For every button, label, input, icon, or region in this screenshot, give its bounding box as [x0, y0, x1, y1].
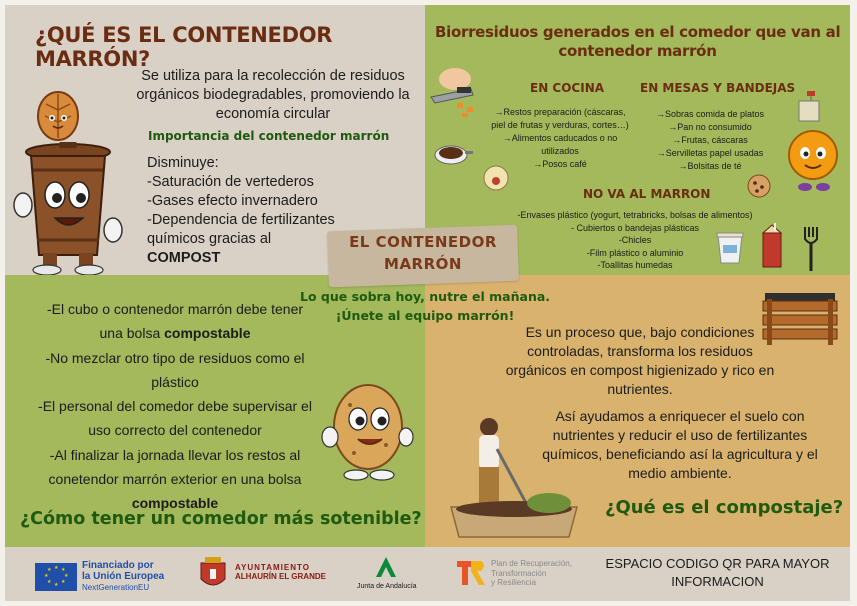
qr-placeholder-text: ESPACIO CODIGO QR PARA MAYOR INFORMACION [605, 556, 830, 589]
composting-benefits: Así ayudamos a enriquecer el suelo con nutrientes y reducir el uso de fertilizantes químicos, beneficiando así la agricultura y el medio ambiente. [542, 408, 818, 481]
potato-mascot-icon [320, 375, 410, 485]
importance-heading: Importancia del contenedor marrón [148, 129, 390, 143]
what-is-title: ¿QUÉ ES EL CONTENEDOR MARRÓN? [35, 23, 333, 71]
center-banner-title: EL CONTENEDOR MARRÓN [349, 233, 497, 273]
alhaurin-coat-of-arms-icon [195, 555, 231, 593]
not-brown-label: NO VA AL MARRON [583, 187, 711, 201]
brown-bin-mascot-icon [13, 90, 138, 275]
tables-label: EN MESAS Y BANDEJAS [640, 81, 796, 95]
prtr-logo-icon [457, 559, 487, 587]
knife-vegetables-icon [429, 63, 481, 118]
orange-mascot-icon [783, 123, 843, 195]
kitchen-label: EN COCINA [530, 81, 605, 95]
brown-bin-description: Se utiliza para la recolección de residuos orgánicos biodegradables, promoviendo la economía circular [136, 68, 410, 122]
kitchen-items: →Restos preparación (cáscaras, piel de frutas y verduras, cortes…) →Alimentos caducados o no utilizados →Posos café [491, 107, 629, 169]
canteen-rules: -El cubo o contenedor marrón debe tener una bolsa compostable -No mezclar otro tipo de residuos como el plástico -El personal del comedor debe supervisar el uso correcto del contenedor -Al finalizar la jornada llevar los restos al conetendor marrón exterior en una bolsa compostable [38, 301, 312, 512]
reduces-list: Disminuye: -Saturación de vertederos -Gases efecto invernadero -Dependencia de fertilizantes químicos gracias al COMPOST [147, 155, 335, 266]
fruit-peel-icon [481, 163, 511, 193]
gardener-compost-icon [439, 415, 589, 545]
cookie-icon [745, 173, 775, 199]
compost-crate-icon [761, 289, 839, 351]
biowaste-title: Biorresiduos generados en el comedor que van al contenedor marrón [435, 23, 841, 60]
coffee-grounds-icon [433, 135, 473, 167]
footer-logos-bar [5, 547, 850, 601]
composting-heading: ¿Qué es el compostaje? [605, 497, 844, 518]
junta-andalucia-logo: Junta de Andalucía [357, 583, 417, 590]
tables-items: →Sobras comida de platos →Pan no consumido →Frutas, cáscaras →Servilletas papel usadas →Bolsitas de té [655, 109, 765, 171]
junta-andalucia-icon [373, 555, 399, 579]
tea-bag-icon [793, 91, 823, 123]
composting-definition: Es un proceso que, bajo condiciones controladas, transforma los residuos orgánicos en compost higienizado y rico en nutrientes. [505, 324, 775, 397]
prtr-logo-text: Plan de Recuperación, Transformación y Resiliencia [491, 559, 572, 587]
slogan: Lo que sobra hoy, nutre el mañana. ¡Únete al equipo marrón! [300, 289, 551, 323]
juice-carton-icon [759, 223, 783, 269]
plastic-fork-icon [801, 225, 821, 273]
yogurt-cup-icon [715, 231, 745, 265]
eu-funding-logo: Financiado por la Unión Europea NextGenerationEU [82, 560, 165, 592]
sustainable-canteen-heading: ¿Cómo tener un comedor más sotenible? [20, 509, 422, 529]
ayuntamiento-logo: AYUNTAMIENTO ALHAURÍN EL GRANDE [235, 563, 326, 581]
eu-flag-icon: ★ ★ ★ ★ ★ ★ ★ ★ [35, 563, 77, 591]
not-brown-items: -Envases plástico (yogurt, tetrabricks, bolsas de alimentos) - Cubiertos o bandejas plásticas -Chicles -Film plástico o aluminio -Toallitas humedas [517, 210, 753, 270]
